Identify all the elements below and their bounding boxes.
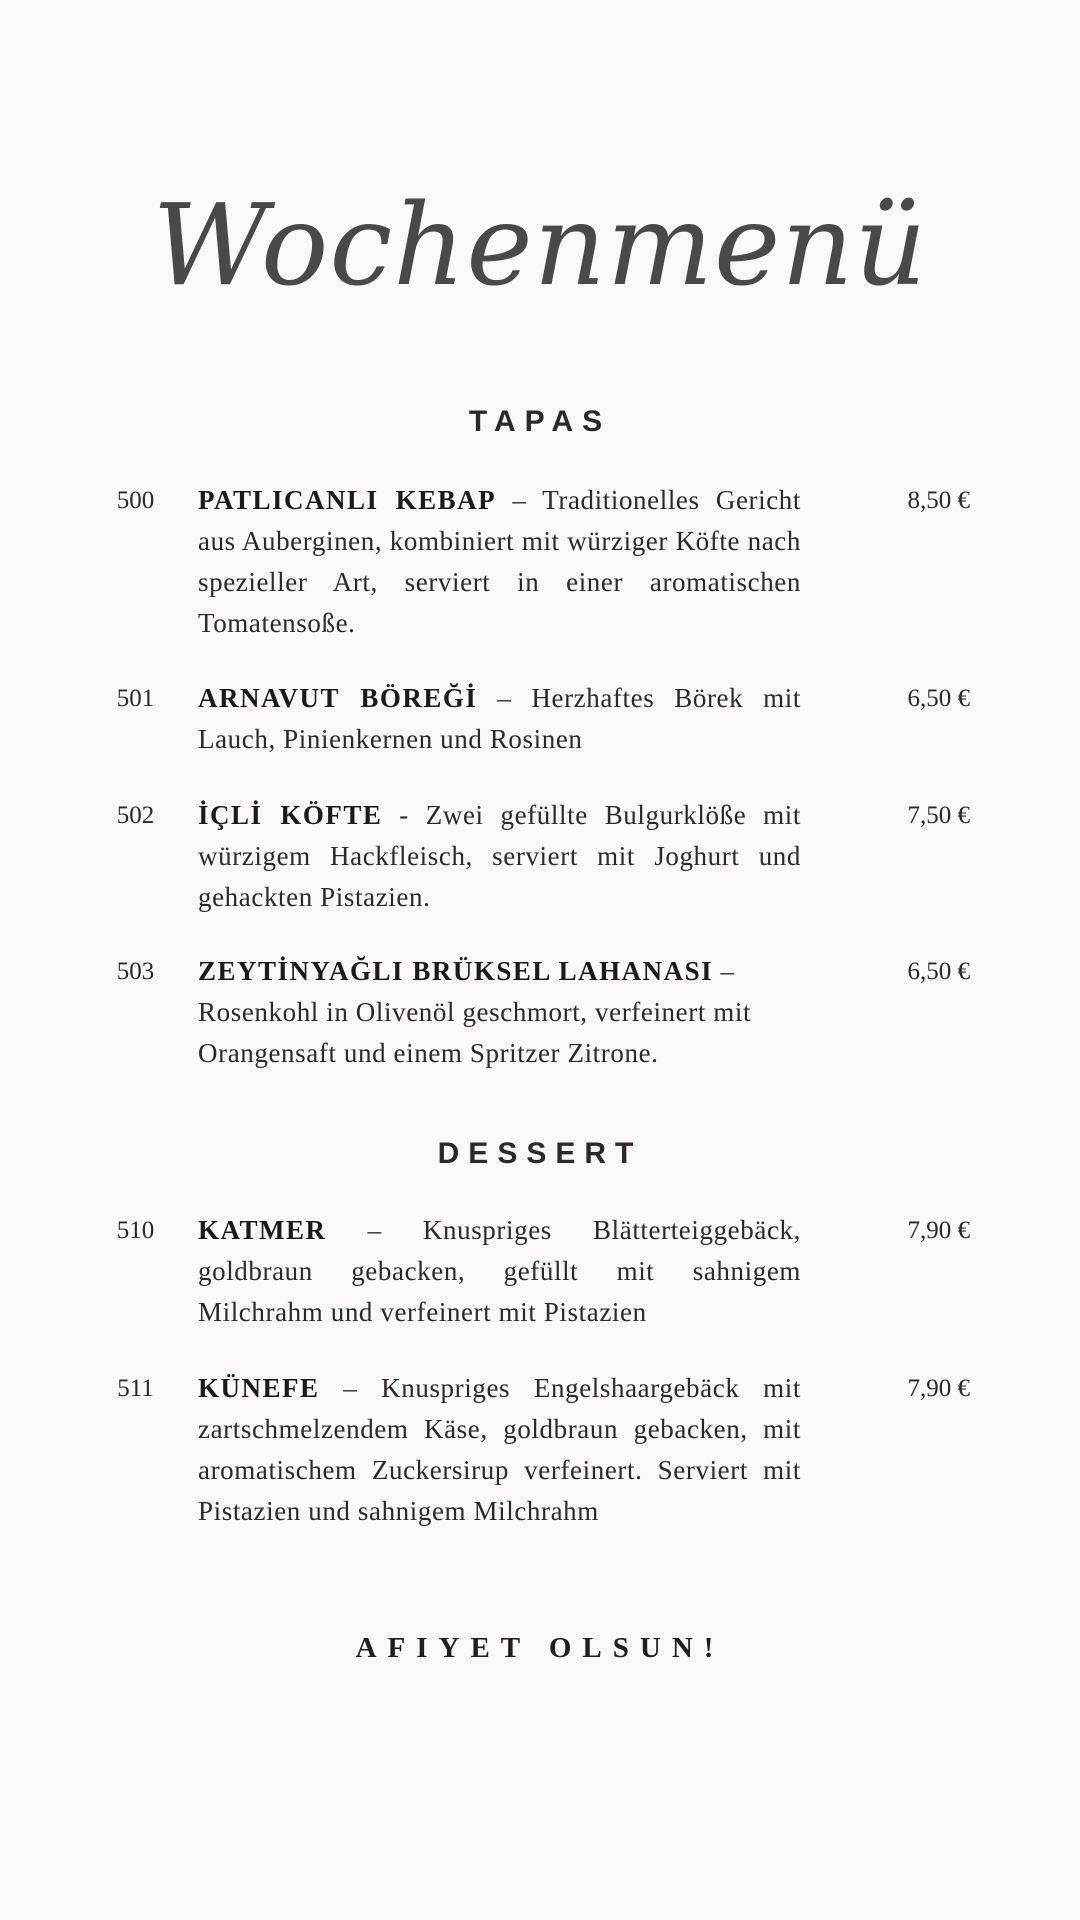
item-text	[198, 1368, 801, 1532]
section-heading-tapas: TAPAS	[468, 405, 612, 438]
item-name: KATMER	[198, 1215, 327, 1245]
item-price: 7,90 €	[907, 1217, 970, 1244]
item-name: PATLICANLI KEBAP	[198, 485, 497, 515]
item-number: 502	[116, 802, 155, 829]
item-separator: –	[496, 485, 543, 515]
item-name: ZEYTİNYAĞLI BRÜKSEL LAHANASI	[198, 956, 714, 986]
item-number: 511	[117, 1375, 154, 1402]
item-description: Knuspriges Blätterteiggebäck, goldbraun gebacken, gefüllt mit sahnigem Milchrahm und verfeinert mit Pistazien	[198, 1215, 801, 1327]
item-name: ARNAVUT BÖREĞİ	[198, 683, 478, 713]
item-text	[198, 678, 801, 760]
item-price: 7,90 €	[907, 1375, 970, 1402]
item-text	[198, 480, 801, 644]
item-price: 8,50 €	[907, 487, 970, 514]
item-number: 503	[116, 958, 155, 985]
item-name: İÇLİ KÖFTE	[198, 800, 383, 830]
item-price: 6,50 €	[907, 685, 970, 712]
item-separator: –	[319, 1373, 382, 1403]
item-number: 501	[116, 685, 155, 712]
item-description: Traditionelles Gericht aus Auberginen, kombiniert mit würziger Köfte nach spezieller Art, serviert in einer aromatischen Tomatensoße.	[198, 485, 802, 638]
item-name: KÜNEFE	[198, 1373, 320, 1403]
item-text	[198, 951, 801, 1074]
item-description: Rosenkohl in Olivenöl geschmort, verfeinert mit Orangensaft und einem Spritzer Zitrone.	[198, 997, 752, 1068]
item-separator: -	[382, 800, 426, 830]
footer-greeting: AFIYET OLSUN!	[355, 1632, 725, 1664]
item-number: 500	[116, 487, 155, 514]
item-separator: –	[477, 683, 532, 713]
item-number: 510	[116, 1217, 155, 1244]
item-text	[198, 795, 801, 918]
item-text	[198, 1210, 801, 1333]
item-description: Knuspriges Engelshaargebäck mit zartschmelzendem Käse, goldbraun gebacken, mit aromatischem Zuckersirup verfeinert. Serviert mit Pistazien und sahnigem Milchrahm	[198, 1373, 801, 1526]
page-title: Wochenmenü	[152, 181, 928, 311]
item-price: 6,50 €	[907, 958, 970, 985]
item-description: Zwei gefüllte Bulgurklöße mit würzigem Hackfleisch, serviert mit Joghurt und gehackten Pistazien.	[198, 800, 801, 912]
item-price: 7,50 €	[907, 802, 970, 829]
item-separator: –	[326, 1215, 423, 1245]
item-description: Herzhaftes Börek mit Lauch, Pinienkernen und Rosinen	[198, 683, 801, 754]
section-heading-dessert: DESSERT	[437, 1137, 643, 1170]
item-separator: –	[713, 956, 735, 986]
